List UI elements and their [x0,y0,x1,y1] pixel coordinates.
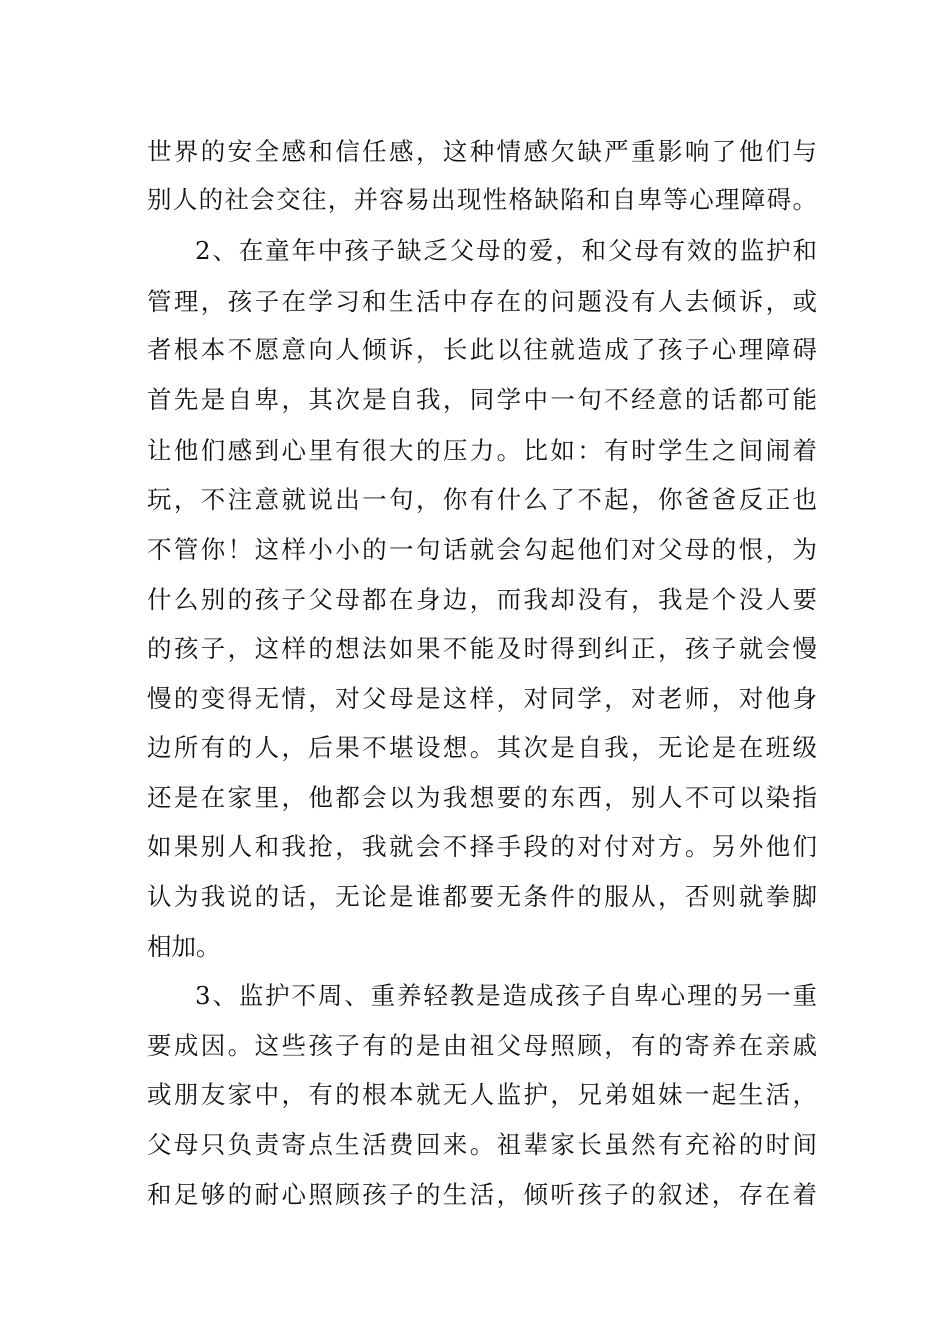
text-line: 相加。 [147,932,221,961]
text-line: 如果别人和我抢，我就会不择手段的对付对方。另外他们 [147,832,817,861]
text-line: 还是在家里，他都会以为我想要的东西，别人不可以染指 [147,783,817,812]
text-line: 首先是自卑，其次是自我，同学中一句不经意的话都可能 [147,385,817,414]
text-line: 让他们感到心里有很大的压力。比如：有时学生之间闹着 [147,436,817,465]
text-line: 慢的变得无情，对父母是这样，对同学，对老师，对他身 [147,684,817,713]
text-line: 2、在童年中孩子缺乏父母的爱，和父母有效的监护和 [195,236,817,265]
text-line: 边所有的人，后果不堪设想。其次是自我，无论是在班级 [147,733,817,762]
text-line: 和足够的耐心照顾孩子的生活，倾听孩子的叙述，存在着 [147,1180,817,1209]
text-line: 要成因。这些孩子有的是由祖父母照顾，有的寄养在亲戚 [147,1031,817,1060]
text-line: 认为我说的话，无论是谁都要无条件的服从，否则就拳脚 [147,882,817,911]
text-line: 别人的社会交往，并容易出现性格缺陷和自卑等心理障碍。 [147,185,817,214]
text-line: 或朋友家中，有的根本就无人监护，兄弟姐妹一起生活， [147,1080,817,1109]
text-line: 3、监护不周、重养轻教是造成孩子自卑心理的另一重 [195,981,817,1010]
text-line: 玩，不注意就说出一句，你有什么了不起，你爸爸反正也 [147,485,817,514]
text-line: 什么别的孩子父母都在身边，而我却没有，我是个没人要 [147,585,817,614]
text-line: 不管你！这样小小的一句话就会勾起他们对父母的恨，为 [147,535,817,564]
text-line: 世界的安全感和信任感，这种情感欠缺严重影响了他们与 [147,137,817,166]
text-line: 的孩子，这样的想法如果不能及时得到纠正，孩子就会慢 [147,634,817,663]
text-line: 者根本不愿意向人倾诉，长此以往就造成了孩子心理障碍 [147,335,817,364]
text-line: 父母只负责寄点生活费回来。祖辈家长虽然有充裕的时间 [147,1130,817,1159]
text-line: 管理，孩子在学习和生活中存在的问题没有人去倾诉，或 [147,287,817,316]
